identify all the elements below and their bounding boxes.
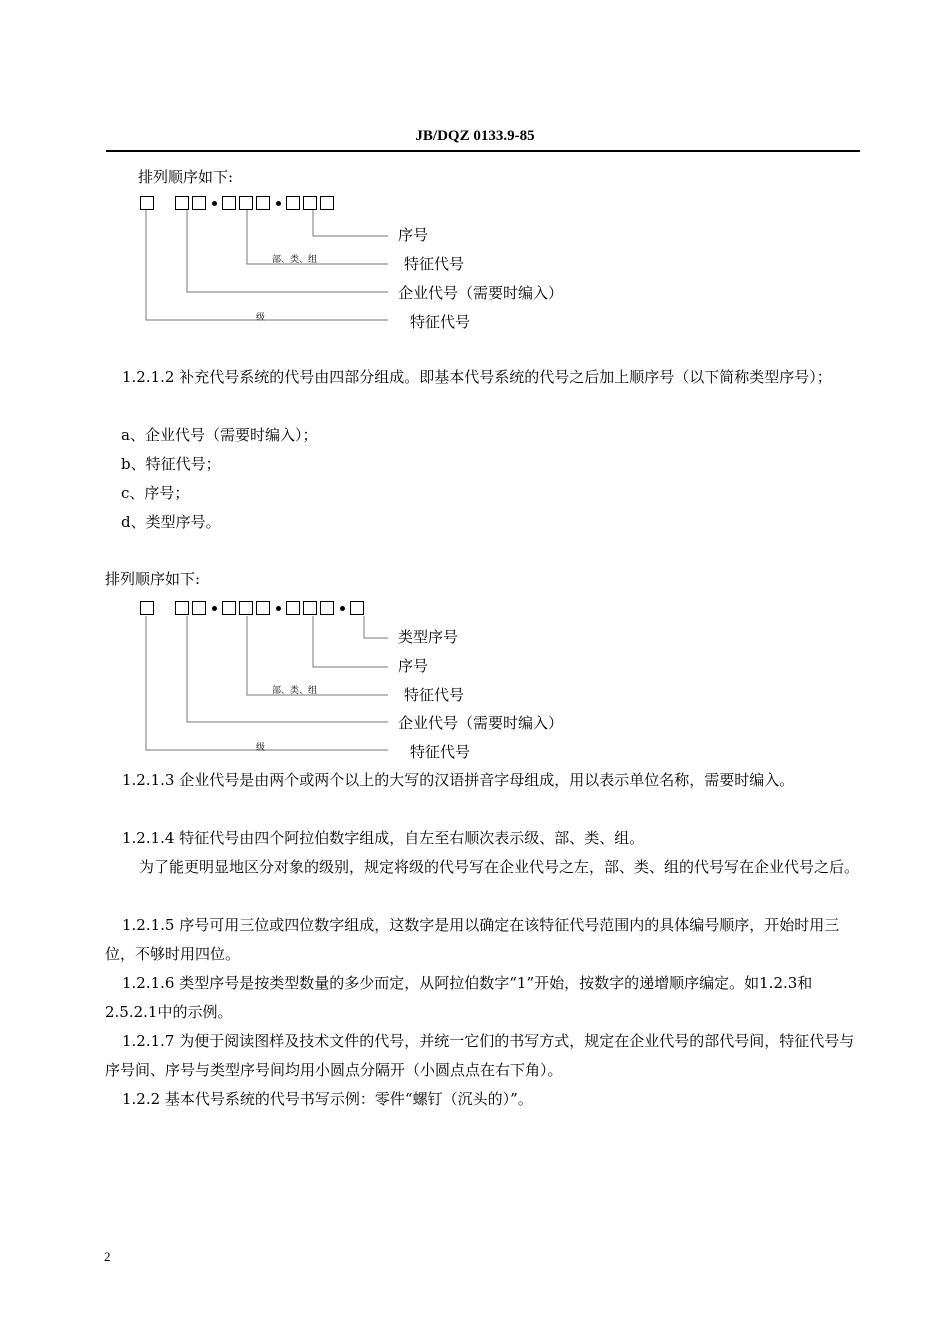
para-1216: 1.2.1.6 类型序号是按类型数量的多少而定，从阿拉伯数字“1”开始，按数字的递增顺序编定。如1.2.3和2.5.2.1中的示例。 (105, 974, 813, 1021)
page-number: 2 (104, 1249, 111, 1264)
diagram2-intro: 排列顺序如下: (105, 570, 201, 588)
diagram2-label-enterprise: 企业代号（需要时编入） (398, 714, 564, 732)
diagram2-grade-note: 级 (256, 743, 266, 753)
para-122: 1.2.2 基本代号系统的代号书写示例：零件“螺钉（沉头的）”。 (122, 1090, 533, 1108)
diagram2-label-serial: 序号 (398, 657, 429, 675)
diagram2-label-feature-dept: 特征代号 (404, 686, 465, 704)
diagram1-label-feature-dept: 特征代号 (404, 255, 465, 273)
diagram1-dept-note: 部、类、组 (272, 255, 318, 265)
diagram2-dept-note: 部、类、组 (272, 686, 318, 696)
para-1215: 1.2.1.5 序号可用三位或四位数字组成，这数字是用以确定在该特征代号范围内的具体编号顺序，开始时用三位，不够时用四位。 (105, 916, 840, 963)
diagram2-code-boxes (140, 600, 367, 618)
diagram1-label-feature-grade: 特征代号 (410, 313, 471, 331)
diagram1-grade-note: 级 (256, 313, 266, 323)
para-1214: 1.2.1.4 特征代号由四个阿拉伯数字组成，自左至右顺次表示级、部、类、组。 (122, 829, 645, 847)
diagram2-label-type-serial: 类型序号 (398, 628, 459, 646)
diagram1-intro: 排列顺序如下: (138, 168, 234, 186)
para-1212: 1.2.1.2 补充代号系统的代号由四部分组成。即基本代号系统的代号之后加上顺序号（以下简称类型序号）； (122, 368, 832, 386)
list-item-b: b、特征代号； (121, 455, 221, 473)
para-1214b: 为了能更明显地区分对象的级别，规定将级的代号写在企业代号之左，部、类、组的代号写在企业代号之后。 (139, 858, 860, 876)
diagram1-label-enterprise: 企业代号（需要时编入） (398, 284, 564, 302)
para-1217: 1.2.1.7 为便于阅读图样及技术文件的代号，并统一它们的书写方式，规定在企业代号的部代号间，特征代号与序号间、序号与类型序号间均用小圆点分隔开（小圆点点在右下角）。 (105, 1032, 855, 1079)
para-1213: 1.2.1.3 企业代号是由两个或两个以上的大写的汉语拼音字母组成，用以表示单位名称，需要时编入。 (122, 771, 795, 789)
list-item-c: c、序号； (121, 484, 190, 502)
diagram1-label-serial: 序号 (398, 226, 429, 244)
list-item-a: a、企业代号（需要时编入）； (121, 426, 318, 444)
list-item-d: d、类型序号。 (121, 513, 221, 531)
diagram2-label-feature-grade: 特征代号 (410, 743, 471, 761)
document-code-header: JB/DQZ 0133.9-85 (415, 128, 535, 144)
